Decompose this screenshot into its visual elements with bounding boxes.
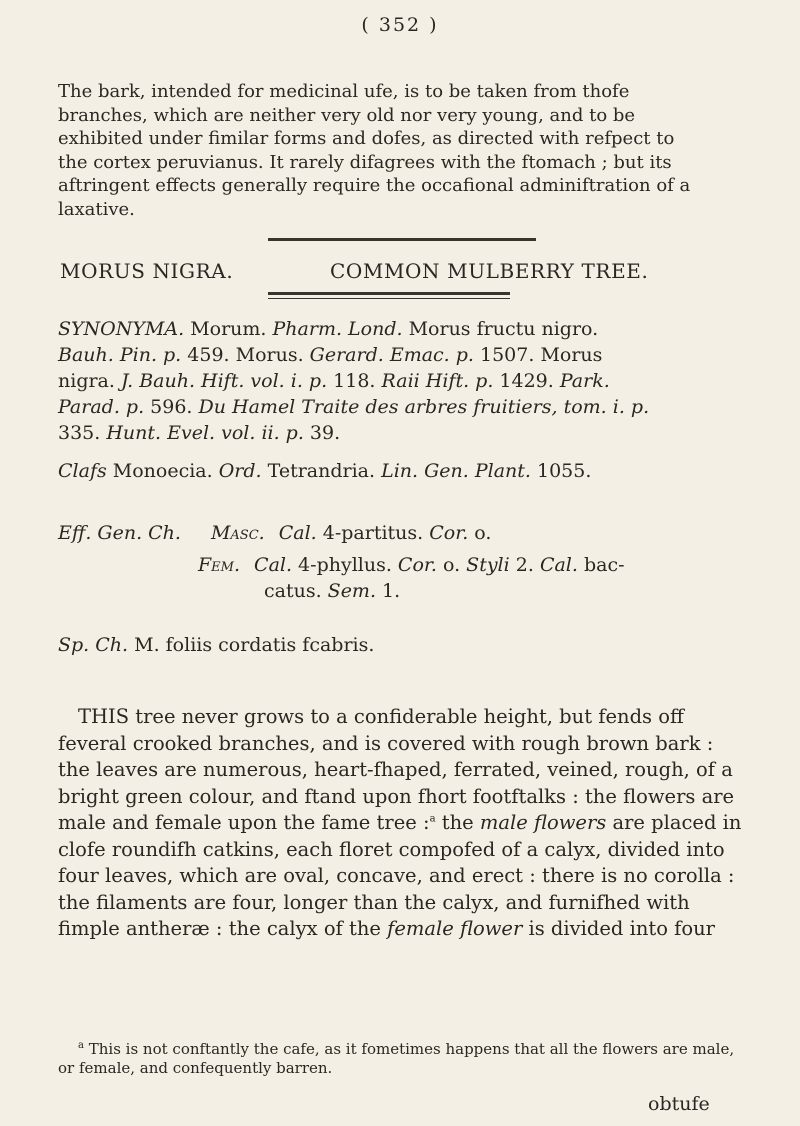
- intro-line: the cortex peruvianus. It rarely difagrees with the ftomach ; but its: [58, 151, 672, 173]
- footnote-text: This is not conftantly the cafe, as it fometimes happens that all the flowers are male,: [83, 1040, 735, 1058]
- essential-character-block: [58, 520, 763, 604]
- body-text: is divided into four: [522, 917, 716, 940]
- synonyma-line: [58, 368, 763, 394]
- body-line: feveral crooked branches, and is covered with rough brown bark :: [58, 731, 714, 755]
- heading-rule-bottom: [268, 298, 510, 299]
- footnote-line: [58, 1040, 778, 1059]
- eff-value: o.: [468, 522, 492, 544]
- intro-line: The bark, intended for medicinal ufe, is to be taken from thofe: [58, 81, 630, 102]
- eff-value: 4-phyllus.: [292, 554, 398, 576]
- catchword: obtufe: [648, 1093, 710, 1115]
- synonym-text: Morus fructu nigro.: [402, 318, 599, 340]
- eff-value: o.: [436, 554, 467, 576]
- footnote-marker: a: [78, 1040, 84, 1051]
- class-label: Clafs: [58, 460, 107, 482]
- cor-label: Cor.: [397, 554, 437, 576]
- body-line: the leaves are numerous, heart-fhaped, ferrated, veined, rough, of a: [58, 758, 733, 781]
- synonym-text: 118.: [327, 370, 382, 392]
- order-label: Ord.: [218, 460, 262, 482]
- class-value: Monoecia.: [106, 460, 219, 482]
- footnote-line: or female, and confequently barren.: [58, 1059, 333, 1077]
- eff-value: 2.: [509, 554, 540, 576]
- body-line: clofe roundifh catkins, each floret compofed of a calyx, divided into: [58, 837, 725, 861]
- spch-label: Sp. Ch.: [58, 634, 129, 656]
- cal-label: Cal.: [539, 554, 578, 576]
- page-number: ( 352 ): [361, 14, 439, 36]
- class-order-line: [58, 458, 763, 484]
- body-line: four leaves, which are oval, concave, and erect : there is no corolla :: [58, 864, 735, 887]
- citation: J. Bauh. Hift. vol. i. p.: [120, 370, 328, 392]
- citation: Bauh. Pin. p.: [58, 344, 182, 366]
- body-text: male and female upon the fame tree :: [58, 811, 430, 834]
- synonyma-block: [58, 316, 763, 446]
- citation: tom. i. p.: [563, 396, 650, 418]
- intro-line: laxative.: [58, 198, 135, 220]
- cal-label: Cal.: [278, 522, 317, 544]
- eff-value: 4-partitus.: [316, 522, 430, 544]
- synonyma-label: SYNONYMA.: [58, 318, 185, 340]
- citation: Park.: [559, 370, 610, 392]
- synonym-text: Morum.: [184, 318, 273, 340]
- body-line: [58, 810, 768, 837]
- body-line: THIS tree never grows to a confiderable height, but fends off: [78, 705, 684, 728]
- body-line: bright green colour, and ftand upon fhort footftalks : the flowers are: [58, 784, 735, 808]
- eff-value: catus.: [264, 580, 328, 602]
- eff-label: Eff. Gen. Ch.: [58, 522, 181, 544]
- eff-line-fem: [58, 552, 763, 578]
- synonym-text: 596.: [144, 396, 199, 418]
- eff-line-cont: [58, 578, 763, 604]
- citation: Gerard. Emac. p.: [309, 344, 474, 366]
- citation-page: 1055.: [530, 460, 592, 482]
- intro-line: exhibited under fimilar forms and dofes, as directed with refpect to: [58, 128, 675, 149]
- order-value: Tetrandria.: [261, 460, 382, 482]
- synonym-text: 39.: [303, 422, 341, 444]
- masc-label: Masc.: [210, 522, 265, 544]
- sem-label: Sem.: [327, 580, 376, 602]
- class-line: [58, 458, 763, 484]
- intro-line: aftringent effects generally require the occafional adminiftration of a: [58, 175, 691, 196]
- body-text: the: [435, 811, 480, 834]
- heading-latin-name: MORUS NIGRA.: [60, 259, 234, 283]
- heading-common-name: COMMON MULBERRY TREE.: [330, 259, 649, 283]
- section-heading: [60, 259, 760, 283]
- synonyma-line: [58, 342, 763, 368]
- synonym-text: 459. Morus.: [181, 344, 310, 366]
- eff-line-masc: [58, 520, 763, 546]
- eff-value: 1.: [376, 580, 401, 602]
- footnote: [58, 1040, 778, 1078]
- intro-paragraph: [58, 80, 758, 221]
- citation: Lin. Gen. Plant.: [381, 460, 531, 482]
- citation: Parad. p.: [58, 396, 145, 418]
- body-italic: female flower: [387, 917, 523, 940]
- fem-label: Fem.: [198, 554, 241, 576]
- section-divider: [268, 238, 536, 241]
- synonyma-line: [58, 316, 763, 342]
- synonyma-line: [58, 394, 763, 420]
- eff-value: bac-: [577, 554, 625, 576]
- body-line: the filaments are four, longer than the calyx, and furnifhed with: [58, 890, 690, 914]
- body-text: fimple antheræ : the calyx of: [58, 917, 349, 940]
- spch-line: [58, 632, 763, 658]
- specific-character-line: [58, 632, 763, 658]
- synonym-text: 1429.: [493, 370, 560, 392]
- citation: Raii Hift. p.: [381, 370, 494, 392]
- spch-value: M. foliis cordatis fcabris.: [128, 634, 375, 656]
- description-paragraph: [58, 704, 768, 943]
- cor-label: Cor.: [429, 522, 469, 544]
- intro-line: branches, which are neither very old nor very young, and to be: [58, 104, 636, 126]
- citation: Pharm. Lond.: [272, 318, 403, 340]
- citation: Hunt. Evel. vol. ii. p.: [106, 422, 304, 444]
- synonym-text: 1507. Morus: [473, 344, 603, 366]
- footnote-marker: a: [429, 813, 436, 825]
- cal-label: Cal.: [254, 554, 293, 576]
- heading-rule-top: [268, 292, 510, 295]
- synonym-text: 335.: [58, 422, 107, 444]
- body-text: the: [348, 917, 388, 940]
- citation: Du Hamel Traite des arbres fruitiers,: [198, 396, 558, 418]
- styli-label: Styli: [466, 554, 510, 576]
- body-italic: male flowers: [479, 811, 607, 834]
- body-line: [58, 916, 768, 943]
- synonym-text: nigra.: [58, 370, 121, 392]
- synonyma-line: [58, 420, 763, 446]
- body-text: are placed in: [606, 811, 742, 834]
